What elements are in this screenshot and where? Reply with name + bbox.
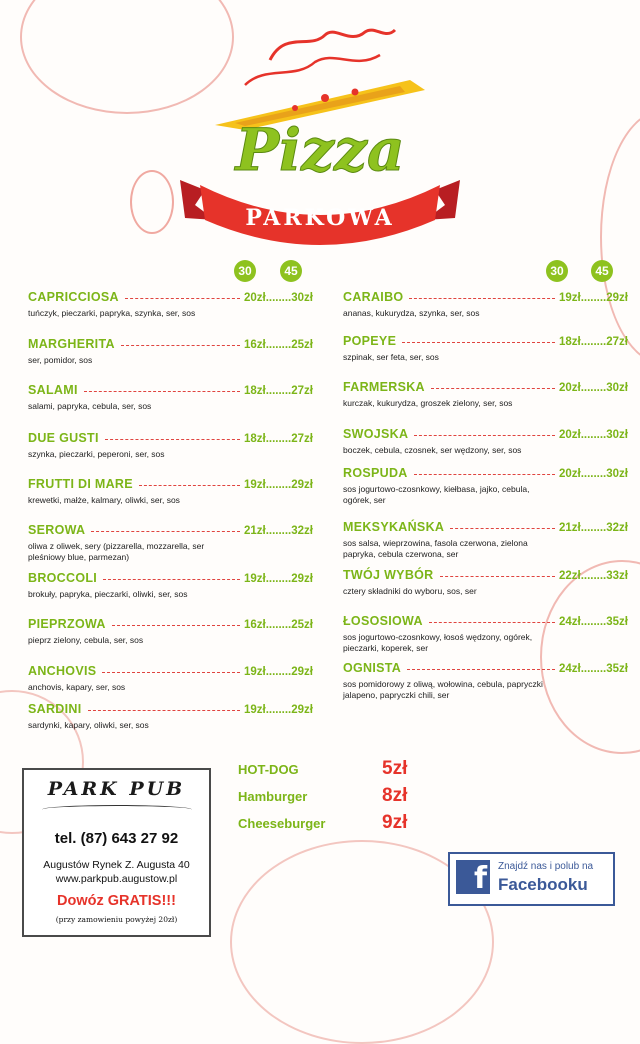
pizza-word: Pizza xyxy=(235,116,405,184)
price-30: 18zł xyxy=(558,336,581,348)
price-separator: ........ xyxy=(580,616,607,628)
menu-item-row xyxy=(28,290,313,305)
pizza-ingredients: sos jogurtowo-czosnkowy, kiełbasa, jajko, cebula, ogórek, ser xyxy=(343,484,530,505)
pizza-sketch-decoration xyxy=(600,110,640,364)
price-45: 30zł xyxy=(606,382,628,394)
pizza-name: OGNISTA xyxy=(343,661,402,675)
extra-price: 5zł xyxy=(382,758,408,779)
price-30: 20zł xyxy=(243,292,266,304)
size-badge-30: 30 xyxy=(546,260,568,282)
price-30: 18zł xyxy=(243,433,266,445)
menu-item-row xyxy=(28,477,313,492)
menu-item-row xyxy=(343,568,628,583)
price-30: 16zł xyxy=(243,619,266,631)
price-30: 18zł xyxy=(243,385,266,397)
price-separator: ........ xyxy=(580,429,607,441)
menu-item-row xyxy=(343,614,628,629)
menu-item-row xyxy=(28,523,313,538)
menu-item-ognista xyxy=(343,661,628,701)
menu-item-farmerska xyxy=(343,380,628,409)
price-45: 29zł xyxy=(291,573,313,585)
dotted-leader xyxy=(103,579,240,580)
price-30: 19zł xyxy=(243,479,266,491)
price-45: 27zł xyxy=(606,336,628,348)
extra-name: Cheeseburger xyxy=(238,816,326,831)
menu-item-serowa xyxy=(28,523,313,563)
pizza-ingredients: ananas, kukurydza, szynka, ser, sos xyxy=(343,308,480,318)
extra-name: Hamburger xyxy=(238,789,308,804)
menu-item-broccoli xyxy=(28,571,313,600)
extras-list xyxy=(238,760,418,841)
price-30: 21zł xyxy=(243,525,266,537)
dotted-leader xyxy=(429,622,555,623)
size-badge-45: 45 xyxy=(591,260,613,282)
menu-item-row xyxy=(343,466,628,481)
price-30: 16zł xyxy=(243,339,266,351)
price-45: 30zł xyxy=(606,429,628,441)
menu-item-row xyxy=(28,664,313,679)
price-45: 32zł xyxy=(606,522,628,534)
dotted-leader xyxy=(414,435,555,436)
price-separator: ........ xyxy=(265,339,292,351)
price-separator: ........ xyxy=(580,382,607,394)
extra-item-hamburger xyxy=(238,787,418,814)
dotted-leader xyxy=(431,388,555,389)
price-45: 29zł xyxy=(606,292,628,304)
menu-item-row xyxy=(343,380,628,395)
pizza-name: DUE GUSTI xyxy=(28,431,99,445)
ribbon-text: PARKOWA xyxy=(245,205,395,231)
menu-item-row xyxy=(343,520,628,535)
pizza-ingredients: salami, papryka, cebula, ser, sos xyxy=(28,401,152,411)
menu-item-row xyxy=(28,617,313,632)
dotted-leader xyxy=(440,576,555,577)
dotted-leader xyxy=(121,345,240,346)
menu-item-anchovis xyxy=(28,664,313,693)
facebook-line2: Facebooku xyxy=(498,875,588,894)
pub-name: PARK PUB xyxy=(47,778,186,800)
pizza-name: SWOJSKA xyxy=(343,427,409,441)
menu-item-margherita xyxy=(28,337,313,366)
menu-item-popeye xyxy=(343,334,628,363)
pizza-ingredients: pieprz zielony, cebula, ser, sos xyxy=(28,635,144,645)
pub-address-block xyxy=(24,858,209,886)
price-separator: ........ xyxy=(265,433,292,445)
menu-item-twoj-wybor xyxy=(343,568,628,597)
dotted-leader xyxy=(139,485,240,486)
extra-price: 8zł xyxy=(382,785,408,806)
pizza-name: SEROWA xyxy=(28,523,86,537)
price-45: 25zł xyxy=(291,339,313,351)
pizza-ingredients: sos jogurtowo-czosnkowy, łosoś wędzony, ogórek, pieczarki, koperek, ser xyxy=(343,632,533,653)
pub-name-underline xyxy=(42,805,192,814)
menu-item-frutti-di-mare xyxy=(28,477,313,506)
pizza-name: ROSPUDA xyxy=(343,466,408,480)
dotted-leader xyxy=(88,710,240,711)
dotted-leader xyxy=(409,298,555,299)
price-45: 30zł xyxy=(606,468,628,480)
price-separator: ........ xyxy=(265,385,292,397)
pizza-name: CARAIBO xyxy=(343,290,404,304)
dotted-leader xyxy=(125,298,240,299)
olive-sketch-decoration xyxy=(130,170,174,234)
price-separator: ........ xyxy=(580,468,607,480)
pizza-ingredients: krewetki, małże, kalmary, oliwki, ser, sos xyxy=(28,495,180,505)
price-separator: ........ xyxy=(265,292,292,304)
menu-item-swojska xyxy=(343,427,628,456)
dotted-leader xyxy=(414,474,555,475)
pizza-name: FRUTTI DI MARE xyxy=(28,477,133,491)
price-45: 35zł xyxy=(606,616,628,628)
pizza-name: SARDINI xyxy=(28,702,82,716)
pub-address: Augustów Rynek Z. Augusta 40 xyxy=(43,859,190,871)
price-30: 19zł xyxy=(243,704,266,716)
menu-item-row xyxy=(28,383,313,398)
price-separator: ........ xyxy=(580,336,607,348)
pizza-name: MARGHERITA xyxy=(28,337,115,351)
price-separator: ........ xyxy=(580,522,607,534)
pub-website[interactable]: www.parkpub.augustow.pl xyxy=(55,873,178,885)
price-separator: ........ xyxy=(265,573,292,585)
pizza-ingredients: ser, pomidor, sos xyxy=(28,355,93,365)
menu-item-row xyxy=(28,702,313,717)
price-45: 29zł xyxy=(291,666,313,678)
menu-item-row xyxy=(343,290,628,305)
price-45: 30zł xyxy=(291,292,313,304)
price-30: 19zł xyxy=(243,666,266,678)
pizza-ingredients: oliwa z oliwek, sery (pizzarella, mozzarella, ser pleśniowy blue, parmezan) xyxy=(28,541,205,562)
delivery-note: (przy zamowieniu powyżej 20zł) xyxy=(55,915,178,924)
price-45: 29zł xyxy=(291,479,313,491)
price-separator: ........ xyxy=(265,479,292,491)
pizza-name: ANCHOVIS xyxy=(28,664,97,678)
pizza-name: FARMERSKA xyxy=(343,380,425,394)
pizza-parkowa-logo xyxy=(175,20,465,250)
menu-item-rospuda xyxy=(343,466,628,506)
pizza-name: POPEYE xyxy=(343,334,397,348)
menu-item-due-gusti xyxy=(28,431,313,460)
price-separator: ........ xyxy=(265,666,292,678)
menu-item-sardini xyxy=(28,702,313,731)
pizza-name: BROCCOLI xyxy=(28,571,98,585)
pepperoni xyxy=(352,89,359,96)
menu-item-lososiowa xyxy=(343,614,628,654)
price-separator: ........ xyxy=(580,570,607,582)
pizza-name: TWÓJ WYBÓR xyxy=(343,568,434,582)
free-delivery: Dowóz GRATIS!!! xyxy=(57,893,176,909)
menu-item-row xyxy=(28,571,313,586)
pizza-ingredients: sos pomidorowy z oliwą, wołowina, cebula, papryczki jalapeno, papryczki chili, ser xyxy=(343,679,543,700)
pizza-name: PIEPRZOWA xyxy=(28,617,106,631)
size-badge-45: 45 xyxy=(280,260,302,282)
pizza-ingredients: kurczak, kukurydza, groszek zielony, ser, sos xyxy=(343,398,513,408)
price-45: 32zł xyxy=(291,525,313,537)
facebook-banner[interactable] xyxy=(448,852,615,906)
menu-item-caraibo xyxy=(343,290,628,319)
steam-swirl xyxy=(245,55,380,85)
pizza-ingredients: cztery składniki do wyboru, sos, ser xyxy=(343,586,477,596)
pizza-name: CAPRICCIOSA xyxy=(28,290,119,304)
price-separator: ........ xyxy=(580,292,607,304)
price-separator: ........ xyxy=(265,525,292,537)
steam-swirl xyxy=(270,30,395,60)
pizza-ingredients: szpinak, ser feta, ser, sos xyxy=(343,352,439,362)
price-separator: ........ xyxy=(265,704,292,716)
dotted-leader xyxy=(91,531,240,532)
price-30: 22zł xyxy=(558,570,581,582)
price-separator: ........ xyxy=(580,663,607,675)
menu-item-meksykanska xyxy=(343,520,628,560)
price-30: 19zł xyxy=(558,292,581,304)
menu-item-salami xyxy=(28,383,313,412)
size-badge-30: 30 xyxy=(234,260,256,282)
menu-item-pieprzowa xyxy=(28,617,313,646)
pizza-ingredients: tuńczyk, pieczarki, papryka, szynka, ser, sos xyxy=(28,308,196,318)
menu-item-row xyxy=(343,334,628,349)
price-30: 24zł xyxy=(558,616,581,628)
price-30: 21zł xyxy=(558,522,581,534)
dotted-leader xyxy=(84,391,240,392)
dotted-leader xyxy=(102,672,240,673)
price-separator: ........ xyxy=(265,619,292,631)
price-45: 33zł xyxy=(606,570,628,582)
park-pub-contact-box xyxy=(22,768,211,937)
pizza-ingredients: sos salsa, wieprzowina, fasola czerwona, zielona papryka, cebula czerwona, ser xyxy=(343,538,528,559)
menu-item-row xyxy=(343,427,628,442)
price-45: 27zł xyxy=(291,433,313,445)
pub-phone[interactable]: tel. (87) 643 27 92 xyxy=(54,830,179,847)
pizza-name: SALAMI xyxy=(28,383,78,397)
pizza-ingredients: anchovis, kapary, ser, sos xyxy=(28,682,126,692)
pizza-ingredients: boczek, cebula, czosnek, ser wędzony, ser, sos xyxy=(343,445,522,455)
pizza-ingredients: brokuły, papryka, pieczarki, oliwki, ser, sos xyxy=(28,589,188,599)
price-30: 20zł xyxy=(558,382,581,394)
facebook-icon: f xyxy=(456,860,490,894)
dotted-leader xyxy=(407,669,555,670)
dotted-leader xyxy=(402,342,555,343)
price-45: 29zł xyxy=(291,704,313,716)
price-30: 20zł xyxy=(558,429,581,441)
price-30: 24zł xyxy=(558,663,581,675)
pizza-ingredients: sardynki, kapary, oliwki, ser, sos xyxy=(28,720,149,730)
extra-price: 9zł xyxy=(382,812,408,833)
pepperoni xyxy=(321,94,329,102)
price-30: 19zł xyxy=(243,573,266,585)
facebook-line1: Znajdź nas i polub na xyxy=(498,861,594,872)
price-30: 20zł xyxy=(558,468,581,480)
dotted-leader xyxy=(112,625,240,626)
pizza-name: ŁOSOSIOWA xyxy=(343,614,423,628)
price-45: 35zł xyxy=(606,663,628,675)
price-45: 25zł xyxy=(291,619,313,631)
pepperoni xyxy=(292,105,298,111)
dotted-leader xyxy=(450,528,555,529)
dotted-leader xyxy=(105,439,240,440)
extra-item-hot-dog xyxy=(238,760,418,787)
pizza-ingredients: szynka, pieczarki, peperoni, ser, sos xyxy=(28,449,165,459)
price-45: 27zł xyxy=(291,385,313,397)
pizza-name: MEKSYKAŃSKA xyxy=(343,520,445,534)
menu-item-row xyxy=(28,337,313,352)
menu-item-row xyxy=(343,661,628,676)
menu-item-row xyxy=(28,431,313,446)
extra-item-cheeseburger xyxy=(238,814,418,841)
extra-name: HOT-DOG xyxy=(238,762,299,777)
menu-item-capricciosa xyxy=(28,290,313,319)
